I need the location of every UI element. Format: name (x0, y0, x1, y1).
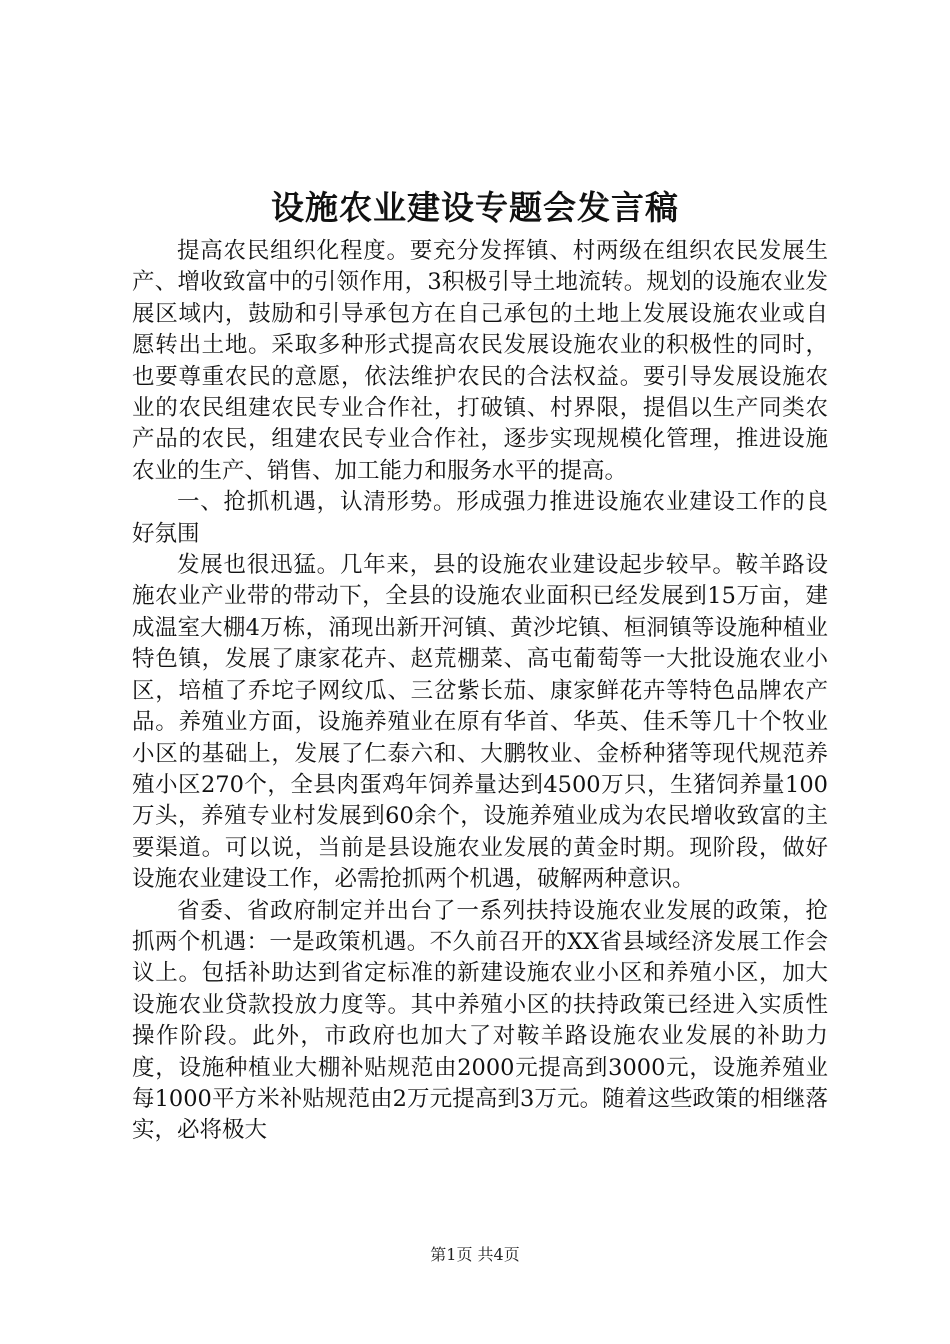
page-footer: 第1页 共4页 (430, 1245, 520, 1264)
document-body (132, 236, 828, 1147)
paragraph-2-heading: 一、抢抓机遇，认清形势。形成强力推进设施农业建设工作的良好氛围 (132, 489, 828, 547)
paragraph-4: 省委、省政府制定并出台了一系列扶持设施农业发展的政策，抢抓两个机遇：一是政策机遇。不久前召开的XX省县域经济发展工作会议上。包括补助达到省定标准的新建设施农业小区和养殖小区，加大设施农业贷款投放力度等。其中养殖小区的扶持政策已经进入实质性操作阶段。此外，市政府也加大了对鞍羊路设施农业发展的补助力度，设施种植业大棚补贴规范由2000元提高到3000元，设施养殖业每1000平方米补贴规范由2万元提高到3万元。随着这些政策的相继落实，必将极大 (132, 897, 828, 1144)
paragraph-1: 提高农民组织化程度。要充分发挥镇、村两级在组织农民发展生产、增收致富中的引领作用，3积极引导土地流转。规划的设施农业发展区域内，鼓励和引导承包方在自己承包的土地上发展设施农业或自愿转出土地。采取多种形式提高农民发展设施农业的积极性的同时，也要尊重农民的意愿，依法维护农民的合法权益。要引导发展设施农业的农民组建农民专业合作社，打破镇、村界限，提倡以生产同类农产品的农民，组建农民专业合作社，逐步实现规模化管理，推进设施农业的生产、销售、加工能力和服务水平的提高。 (132, 238, 828, 484)
paragraph-3: 发展也很迅猛。几年来，县的设施农业建设起步较早。鞍羊路设施农业产业带的带动下，全县的设施农业面积已经发展到15万亩，建成温室大棚4万栋，涌现出新开河镇、黄沙坨镇、桓洞镇等设施种植业特色镇，发展了康家花卉、赵荒棚菜、高屯葡萄等一大批设施农业小区，培植了乔坨子网纹瓜、三岔紫长茄、康家鲜花卉等特色品牌农产品。养殖业方面，设施养殖业在原有华首、华英、佳禾等几十个牧业小区的基础上，发展了仁泰六和、大鹏牧业、金桥种猪等现代规范养殖小区270个，全县肉蛋鸡年饲养量达到4500万只，生猪饲养量100万头，养殖专业村发展到60余个，设施养殖业成为农民增收致富的主要渠道。可以说，当前是县设施农业发展的黄金时期。现阶段，做好设施农业建设工作，必需抢抓两个机遇，破解两种意识。 (132, 552, 828, 893)
document-title: 设施农业建设专题会发言稿 (271, 188, 679, 227)
